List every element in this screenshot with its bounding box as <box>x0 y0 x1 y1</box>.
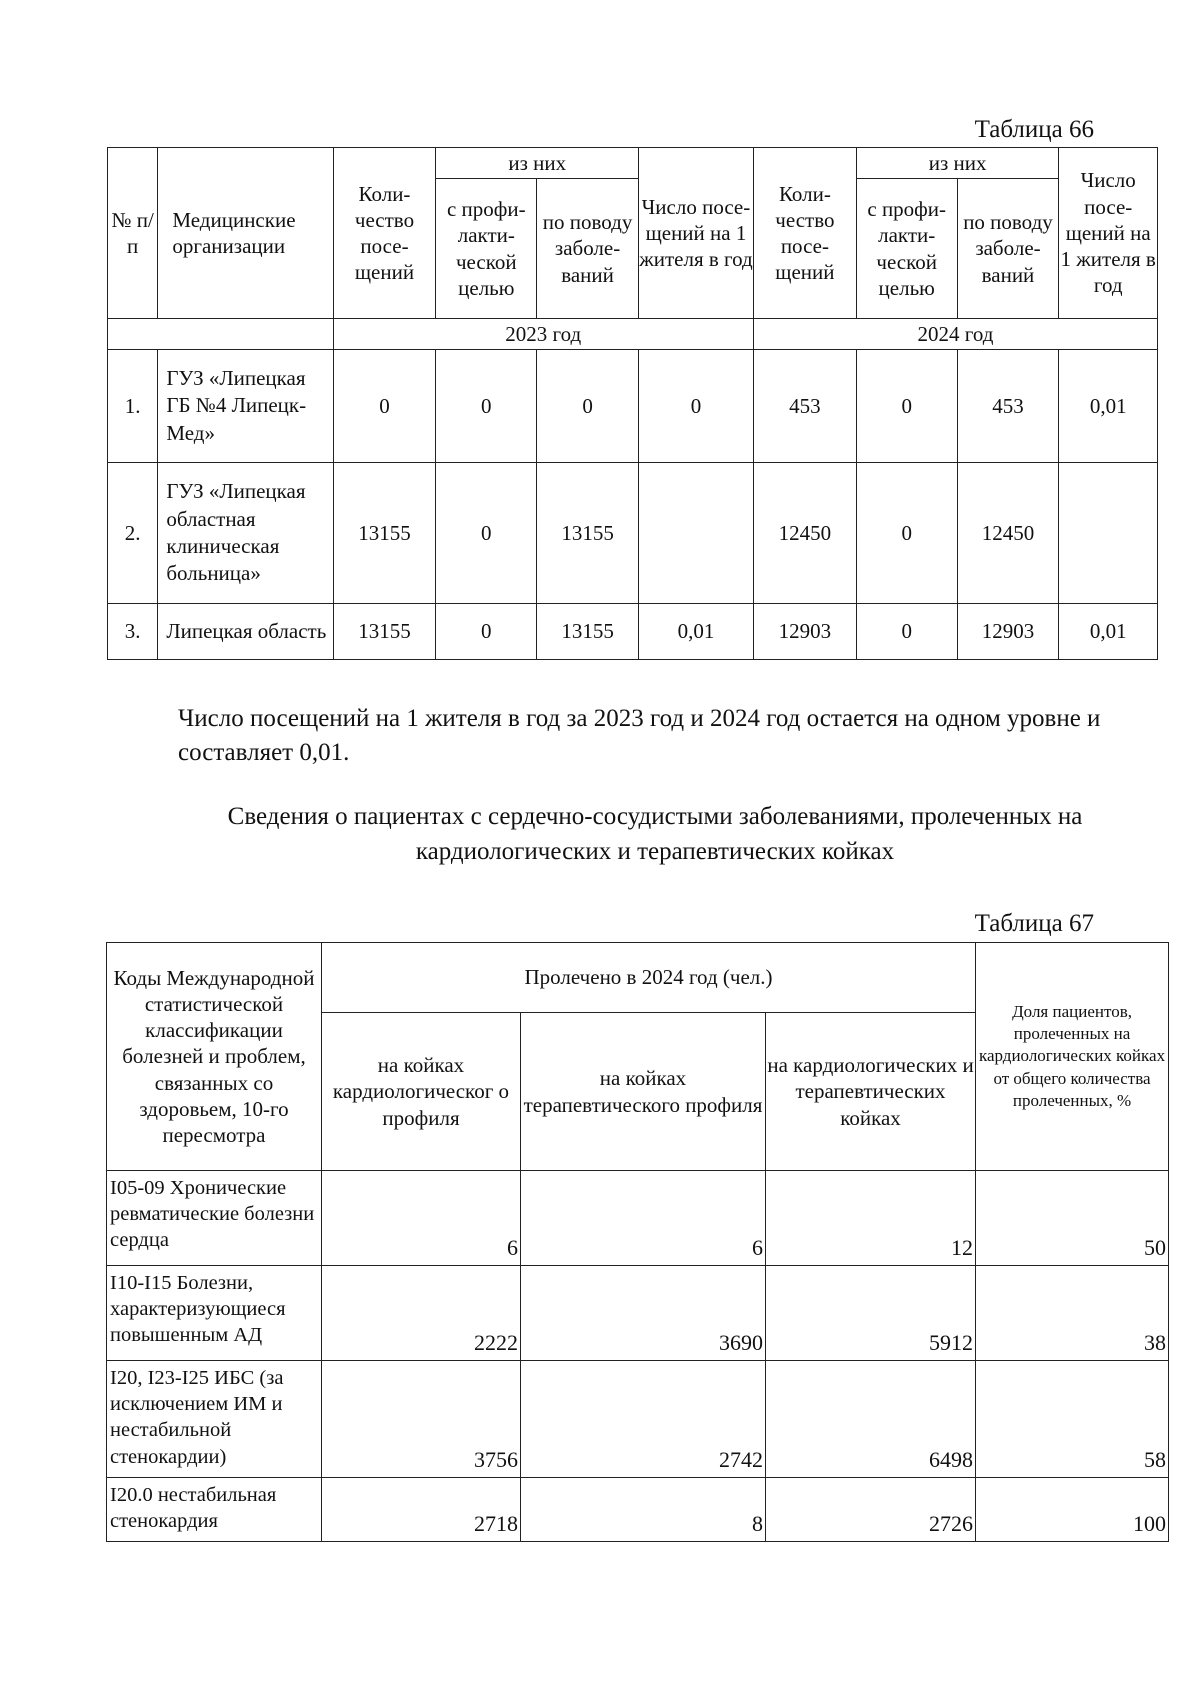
row-num: 3. <box>108 604 158 660</box>
cell-prophylactic-2024: 0 <box>856 350 957 463</box>
header-share: Доля пациентов, пролеченных на кардиологических койках от общего количества пролеченных, % <box>976 943 1169 1171</box>
cell-therapy: 8 <box>521 1478 766 1542</box>
cell-disease-2023: 13155 <box>537 463 639 604</box>
table-row <box>107 1478 1169 1542</box>
header-per-capita-2024: Число посе-щений на 1 жителя в год <box>1059 148 1158 319</box>
row-code: I10-I15 Болезни, характеризующиеся повышенным АД <box>107 1266 322 1361</box>
cell-prophylactic-2023: 0 <box>436 463 537 604</box>
table-row <box>108 604 1158 660</box>
summary-paragraph <box>178 702 1158 770</box>
cell-therapy: 2742 <box>521 1361 766 1478</box>
cell-disease-2024: 12450 <box>957 463 1059 604</box>
cell-per-capita-2023 <box>638 463 753 604</box>
cell-disease-2023: 13155 <box>537 604 639 660</box>
cell-both: 6498 <box>766 1361 976 1478</box>
header-disease-2023: по поводу заболе-ваний <box>537 179 639 319</box>
cell-therapy: 6 <box>521 1171 766 1266</box>
cell-share: 50 <box>976 1171 1169 1266</box>
cell-prophylactic-2024: 0 <box>856 604 957 660</box>
header-per-capita-2023: Число посе-щений на 1 жителя в год <box>638 148 753 319</box>
row-num: 1. <box>108 350 158 463</box>
table-67 <box>106 942 1169 1542</box>
table-row <box>107 1171 1169 1266</box>
header-therapy: на койках терапевтического профиля <box>521 1013 766 1171</box>
cell-prophylactic-2023: 0 <box>436 350 537 463</box>
cell-cardio: 2718 <box>322 1478 521 1542</box>
header-both: на кардиологических и терапевтических койках <box>766 1013 976 1171</box>
header-prophylactic-2023: с профи-лакти-ческой целью <box>436 179 537 319</box>
cell-per-capita-2024: 0,01 <box>1059 350 1158 463</box>
header-codes: Коды Международной статистической классификации болезней и проблем, связанных со здоровьем, 10-го пересмотра <box>107 943 322 1171</box>
header-prophylactic-2024: с профи-лакти-ческой целью <box>856 179 957 319</box>
header-of-them-2024: из них <box>856 148 1059 179</box>
cell-cardio: 6 <box>322 1171 521 1266</box>
cell-therapy: 3690 <box>521 1266 766 1361</box>
header-cardio: на койках кардиологическог о профиля <box>322 1013 521 1171</box>
header-visits-2023: Коли-чество посе-щений <box>333 148 436 319</box>
cell-share: 58 <box>976 1361 1169 1478</box>
cell-cardio: 3756 <box>322 1361 521 1478</box>
row-org: ГУЗ «Липецкая областная клиническая больница» <box>158 463 333 604</box>
header-of-them-2023: из них <box>436 148 639 179</box>
cell-prophylactic-2024: 0 <box>856 463 957 604</box>
row-num: 2. <box>108 463 158 604</box>
header-treated: Пролечено в 2024 год (чел.) <box>322 943 976 1013</box>
table-row <box>107 1266 1169 1361</box>
cell-share: 38 <box>976 1266 1169 1361</box>
cell-per-capita-2024 <box>1059 463 1158 604</box>
header-year-2023: 2023 год <box>333 319 753 350</box>
table-66-caption: Таблица 66 <box>974 116 1094 143</box>
section-heading-text: Сведения о пациентах с сердечно-сосудистыми заболеваниями, пролеченных на кардиологических и терапевтических койках <box>227 803 1083 865</box>
cell-both: 2726 <box>766 1478 976 1542</box>
row-org: Липецкая область <box>158 604 333 660</box>
header-year-spacer <box>108 319 334 350</box>
cell-both: 5912 <box>766 1266 976 1361</box>
cell-visits-2024: 12450 <box>753 463 856 604</box>
summary-text: Число посещений на 1 жителя в год за 2023 год и 2024 год остается на одном уровне и составляет 0,01. <box>178 705 1101 766</box>
header-org: Медицинские организации <box>158 148 333 319</box>
table-66 <box>107 147 1158 660</box>
row-org: ГУЗ «Липецкая ГБ №4 Липецк-Мед» <box>158 350 333 463</box>
cell-per-capita-2023: 0 <box>638 350 753 463</box>
table-row <box>107 1361 1169 1478</box>
cell-visits-2023: 13155 <box>333 463 436 604</box>
cell-visits-2024: 12903 <box>753 604 856 660</box>
row-code: I05-09 Хронические ревматические болезни сердца <box>107 1171 322 1266</box>
table-row <box>108 350 1158 463</box>
section-heading <box>150 800 1160 869</box>
row-code: I20, I23-I25 ИБС (за исключением ИМ и нестабильной стенокардии) <box>107 1361 322 1478</box>
cell-prophylactic-2023: 0 <box>436 604 537 660</box>
cell-visits-2023: 13155 <box>333 604 436 660</box>
row-code: I20.0 нестабильная стенокардия <box>107 1478 322 1542</box>
cell-disease-2024: 453 <box>957 350 1059 463</box>
cell-per-capita-2023: 0,01 <box>638 604 753 660</box>
cell-visits-2023: 0 <box>333 350 436 463</box>
table-row <box>108 463 1158 604</box>
cell-per-capita-2024: 0,01 <box>1059 604 1158 660</box>
cell-visits-2024: 453 <box>753 350 856 463</box>
header-disease-2024: по поводу заболе-ваний <box>957 179 1059 319</box>
cell-both: 12 <box>766 1171 976 1266</box>
header-num: № п/п <box>108 148 158 319</box>
cell-share: 100 <box>976 1478 1169 1542</box>
cell-disease-2024: 12903 <box>957 604 1059 660</box>
header-year-2024: 2024 год <box>753 319 1157 350</box>
table-67-caption: Таблица 67 <box>974 910 1094 937</box>
cell-disease-2023: 0 <box>537 350 639 463</box>
header-visits-2024: Коли-чество посе-щений <box>753 148 856 319</box>
cell-cardio: 2222 <box>322 1266 521 1361</box>
